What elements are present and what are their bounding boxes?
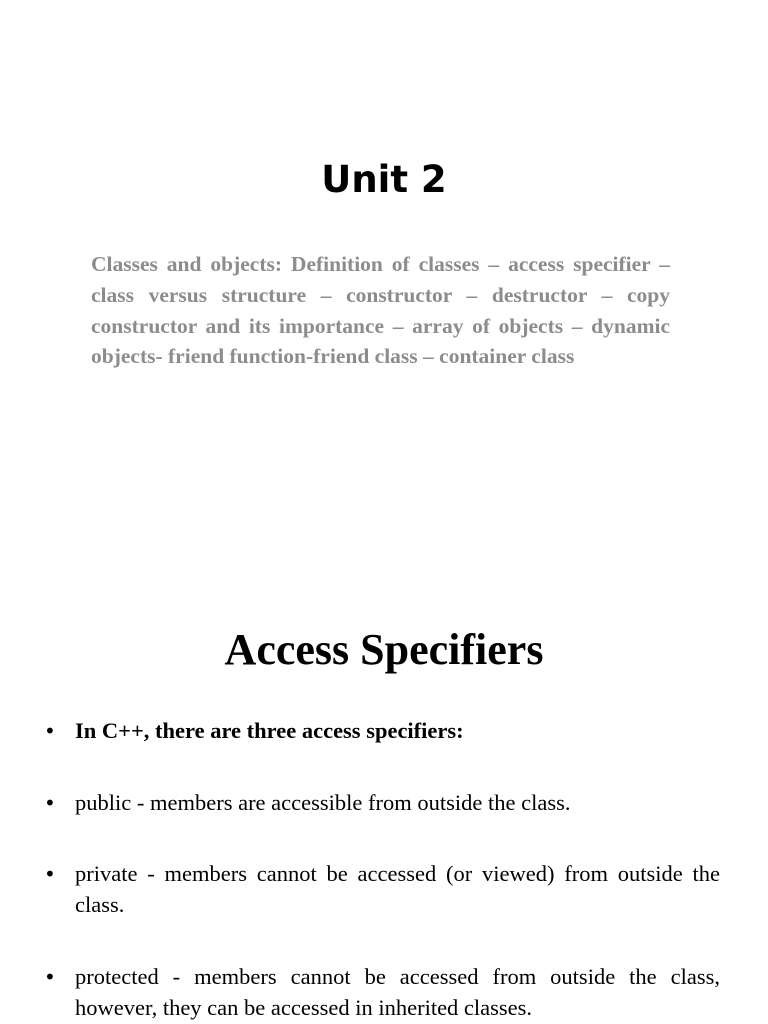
slide-title: Access Specifiers (224, 625, 544, 674)
bullet-text: protected - members cannot be accessed from outside the class, however, they can be accessed in inherited classes. (75, 964, 720, 1020)
list-item (44, 716, 720, 747)
bullet-icon: • (44, 862, 56, 886)
list-item (44, 962, 720, 1023)
list-item (44, 859, 720, 920)
list-item (44, 788, 720, 819)
bullet-icon: • (44, 965, 56, 989)
slide-access-specifiers (0, 512, 768, 1024)
slide-title: Unit 2 (321, 158, 447, 201)
bullet-icon: • (44, 719, 56, 743)
bullet-icon: • (44, 791, 56, 815)
bullet-text: public - members are accessible from outside the class. (75, 790, 571, 815)
bullet-text: In C++, there are three access specifiers: (75, 718, 464, 743)
bullet-text: private - members cannot be accessed (or viewed) from outside the class. (75, 861, 720, 917)
slide-subtitle: Classes and objects: Definition of classes – access specifier – class versus structure – constructor – destructor – copy constructor and its importance – array of objects – dynamic objects- friend function-friend class – container class (91, 252, 670, 369)
